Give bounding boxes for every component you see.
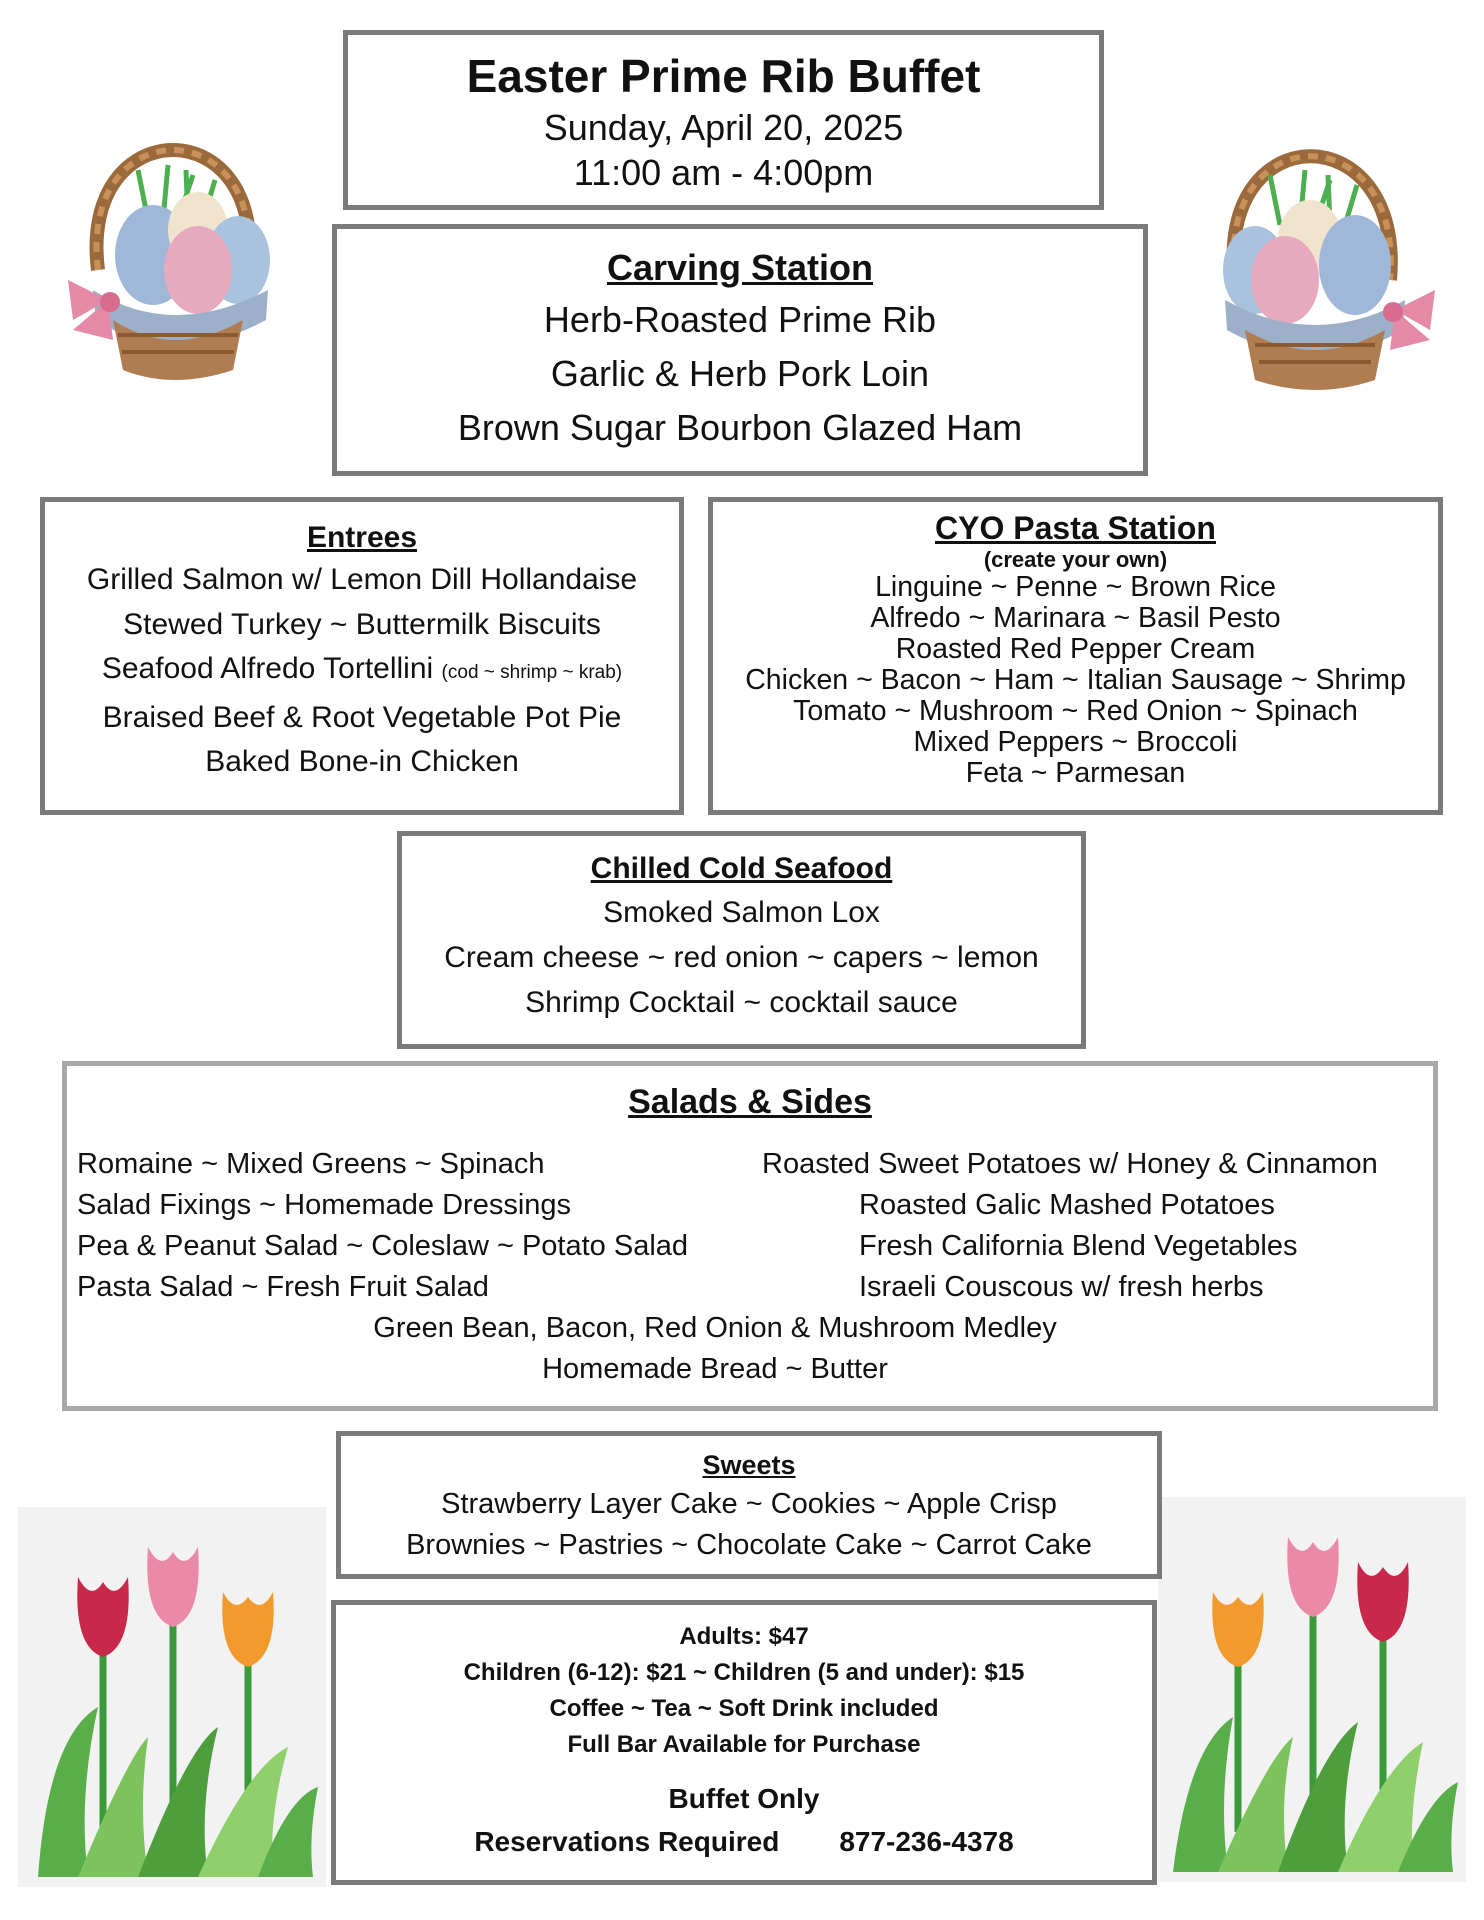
title-box (343, 30, 1104, 210)
pasta-item: Alfredo ~ Marinara ~ Basil Pesto (870, 602, 1281, 634)
event-time: 11:00 am - 4:00pm (573, 152, 874, 193)
pasta-item: Mixed Peppers ~ Broccoli (913, 726, 1238, 758)
sweets-box (336, 1431, 1162, 1579)
carving-item: Brown Sugar Bourbon Glazed Ham (457, 407, 1023, 448)
pasta-item: Tomato ~ Mushroom ~ Red Onion ~ Spinach (793, 695, 1358, 727)
entree-item-text: Seafood Alfredo Tortellini (101, 652, 434, 685)
side-item: Israeli Couscous w/ fresh herbs (859, 1271, 1264, 1303)
salads-heading: Salads & Sides (628, 1083, 872, 1121)
carving-station-box (332, 224, 1148, 476)
pasta-item: Linguine ~ Penne ~ Brown Rice (875, 571, 1276, 603)
pasta-station-box (708, 497, 1443, 815)
salad-item: Pasta Salad ~ Fresh Fruit Salad (77, 1271, 489, 1303)
pasta-item: Feta ~ Parmesan (965, 757, 1186, 789)
event-date: Sunday, April 20, 2025 (543, 107, 904, 148)
pasta-item: Chicken ~ Bacon ~ Ham ~ Italian Sausage ~ Shrimp (745, 664, 1406, 696)
seafood-heading: Chilled Cold Seafood (590, 852, 893, 885)
seafood-box (397, 831, 1086, 1049)
side-item: Roasted Sweet Potatoes w/ Honey & Cinnamon (762, 1148, 1378, 1180)
seafood-item: Shrimp Cocktail ~ cocktail sauce (525, 986, 958, 1019)
seafood-item: Cream cheese ~ red onion ~ capers ~ lemon (444, 941, 1039, 974)
entree-item: Stewed Turkey ~ Buttermilk Biscuits (123, 607, 601, 641)
easter-basket-left-icon (38, 70, 298, 380)
pasta-subheading: (create your own) (983, 547, 1168, 572)
buffet-only: Buffet Only (668, 1783, 820, 1814)
pasta-heading: CYO Pasta Station (935, 510, 1216, 546)
salad-item: Pea & Peanut Salad ~ Coleslaw ~ Potato Salad (77, 1230, 689, 1262)
pasta-item: Roasted Red Pepper Cream (895, 633, 1256, 665)
seafood-item: Smoked Salmon Lox (603, 896, 880, 929)
tulips-left-icon (18, 1507, 326, 1887)
event-title: Easter Prime Rib Buffet (466, 50, 981, 102)
salad-item: Salad Fixings ~ Homemade Dressings (77, 1189, 572, 1221)
price-adults: Adults: $47 (679, 1623, 809, 1650)
side-item: Fresh California Blend Vegetables (859, 1230, 1298, 1262)
side-item: Roasted Galic Mashed Potatoes (859, 1189, 1275, 1221)
phone-number[interactable]: 877-236-4378 (839, 1826, 1014, 1857)
drinks-included: Coffee ~ Tea ~ Soft Drink included (549, 1695, 939, 1722)
entree-item: Baked Bone-in Chicken (205, 745, 519, 778)
entree-item: Grilled Salmon w/ Lemon Dill Hollandaise (86, 563, 638, 596)
entree-item: Braised Beef & Root Vegetable Pot Pie (102, 700, 622, 734)
sweets-item: Brownies ~ Pastries ~ Chocolate Cake ~ Carrot Cake (406, 1529, 1092, 1561)
carving-item: Garlic & Herb Pork Loin (550, 353, 930, 394)
carving-item: Herb-Roasted Prime Rib (543, 299, 937, 340)
side-item: Green Bean, Bacon, Red Onion & Mushroom Medley (373, 1312, 1057, 1344)
entrees-heading: Entrees (306, 521, 418, 554)
reservations-required: Reservations Required (474, 1826, 780, 1857)
reservations-line (336, 1820, 1152, 1863)
sweets-item: Strawberry Layer Cake ~ Cookies ~ Apple Crisp (441, 1488, 1057, 1520)
entrees-box (40, 497, 684, 815)
salads-sides-box (62, 1061, 1438, 1411)
sweets-heading: Sweets (702, 1450, 796, 1480)
entree-item-note: (cod ~ shrimp ~ krab) (441, 662, 623, 683)
side-item: Homemade Bread ~ Butter (542, 1353, 888, 1385)
tulips-right-icon (1158, 1497, 1466, 1882)
entree-item (45, 647, 679, 696)
salad-item: Romaine ~ Mixed Greens ~ Spinach (77, 1148, 545, 1180)
full-bar: Full Bar Available for Purchase (567, 1731, 921, 1758)
easter-basket-right-icon (1185, 75, 1450, 390)
price-children: Children (6-12): $21 ~ Children (5 and under): $15 (463, 1659, 1025, 1686)
pricing-box (331, 1600, 1157, 1885)
carving-heading: Carving Station (606, 247, 874, 288)
